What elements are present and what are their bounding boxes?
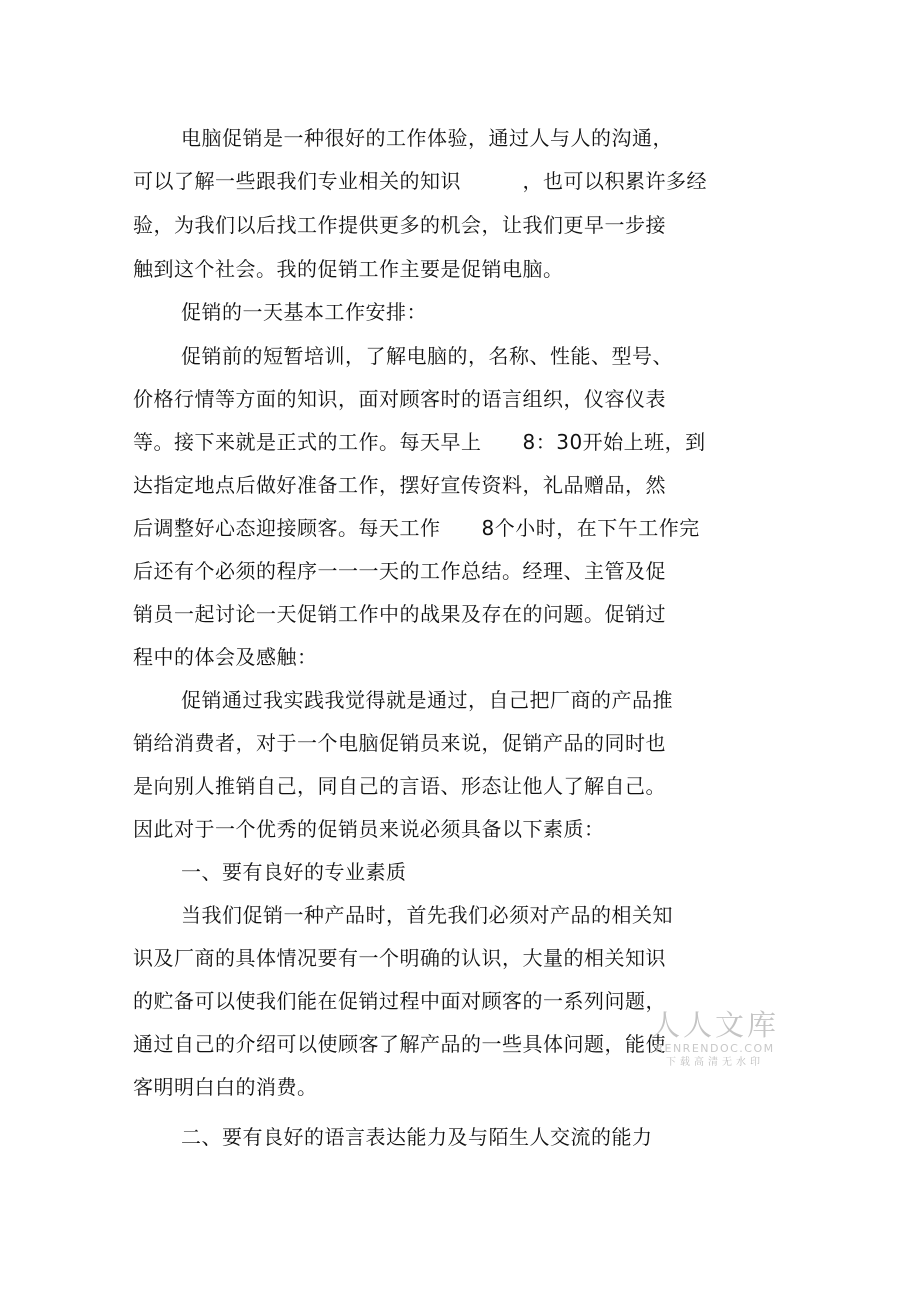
watermark-domain: RENRENDOC.COM [655, 1042, 775, 1055]
paragraph-line: 客明明白白的消费。 [133, 1075, 318, 1099]
paragraph-line: 通过自己的介绍可以使顾客了解产品的一些具体问题，能使 [133, 1032, 666, 1056]
paragraph-line: 达指定地点后做好准备工作，摆好宣传资料，礼品赠品，然 [133, 473, 666, 497]
paragraph-line: 是向别人推销自己，同自己的言语、形态让他人了解自己。 [133, 774, 666, 798]
paragraph-line: 程中的体会及感触： [133, 645, 318, 669]
paragraph-line: 电脑促销是一种很好的工作体验，通过人与人的沟通， [181, 126, 673, 150]
section-heading: 一、要有良好的专业素质 [181, 860, 407, 884]
paragraph-line: 促销前的短暂培训，了解电脑的，名称、性能、型号、 [181, 344, 673, 368]
paragraph-line: 验，为我们以后找工作提供更多的机会，让我们更早一步接 [133, 213, 666, 237]
paragraph-line: 后调整好心态迎接顾客。每天工作 8个小时，在下午工作完 [133, 516, 700, 540]
paragraph-line: 可以了解一些跟我们专业相关的知识 ，也可以积累许多经 [133, 169, 707, 193]
paragraph-line: 等。接下来就是正式的工作。每天早上 8：30开始上班，到 [133, 430, 706, 454]
paragraph-line: 后还有个必须的程序一一一天的工作总结。经理、主管及促 [133, 559, 666, 583]
section-heading: 促销的一天基本工作安排： [181, 300, 427, 324]
paragraph-line: 的贮备可以使我们能在促销过程中面对顾客的一系列问题， [133, 989, 666, 1013]
paragraph-line: 触到这个社会。我的促销工作主要是促销电脑。 [133, 257, 564, 281]
paragraph-line: 因此对于一个优秀的促销员来说必须具备以下素质： [133, 817, 605, 841]
paragraph-line: 销给消费者，对于一个电脑促销员来说，促销产品的同时也 [133, 731, 666, 755]
watermark [645, 1008, 785, 1080]
paragraph-line: 识及厂商的具体情况要有一个明确的认识，大量的相关知识 [133, 946, 666, 970]
paragraph-line: 价格行情等方面的知识，面对顾客时的语言组织，仪容仪表 [133, 387, 666, 411]
watermark-title: 人人文库 [650, 1008, 779, 1042]
paragraph-line: 当我们促销一种产品时，首先我们必须对产品的相关知 [181, 903, 673, 927]
paragraph-line: 销员一起讨论一天促销工作中的战果及存在的问题。促销过 [133, 602, 666, 626]
section-heading: 二、要有良好的语言表达能力及与陌生人交流的能力 [181, 1125, 653, 1149]
paragraph-line: 促销通过我实践我觉得就是通过，自己把厂商的产品推 [181, 688, 673, 712]
watermark-tagline: 下载高清无水印 [666, 1057, 764, 1068]
